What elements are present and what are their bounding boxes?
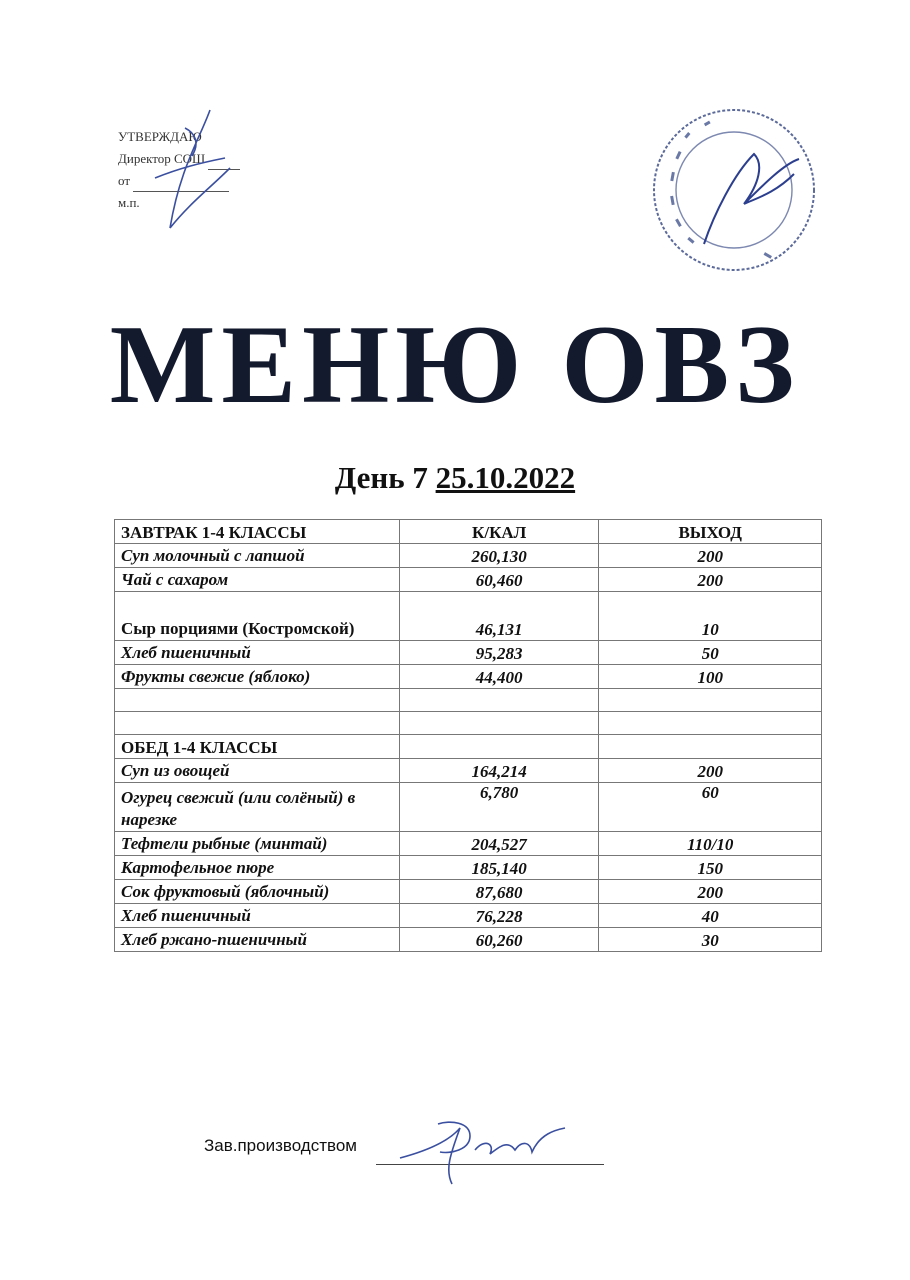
dish-kcal: 185,140 [399,856,599,880]
dish-kcal: 60,260 [399,928,599,952]
dish-output: 150 [599,856,822,880]
dish-output: 200 [599,544,822,568]
header-kcal: К/КАЛ [399,520,599,544]
dish-output: 200 [599,568,822,592]
dish-output: 110/10 [599,832,822,856]
footer-label: Зав.производством [204,1136,357,1155]
dish-name: Хлеб ржано-пшеничный [115,928,400,952]
dish-output: 30 [599,928,822,952]
page-title: МЕНЮ ОВЗ [109,303,801,427]
dish-name: Картофельное пюре [115,856,400,880]
dish-kcal: 46,131 [399,592,599,641]
table-row [115,592,822,641]
dish-output: 60 [599,783,822,832]
dish-name: Суп молочный с лапшой [115,544,400,568]
table-row [115,641,822,665]
footer [204,1136,357,1156]
table-row [115,783,822,832]
approval-director: Директор СОШ [118,148,240,170]
dish-kcal: 204,527 [399,832,599,856]
header-breakfast: ЗАВТРАК 1-4 КЛАССЫ [115,520,400,544]
table-row [115,759,822,783]
table-row [115,544,822,568]
dish-output: 10 [599,592,822,641]
dish-kcal: 260,130 [399,544,599,568]
lunch-header-row [115,735,822,759]
director-signature-icon [140,108,240,238]
table-row [115,856,822,880]
dish-kcal: 87,680 [399,880,599,904]
day-line [0,460,910,496]
dish-name: Хлеб пшеничный [115,641,400,665]
dish-name: Суп из овощей [115,759,400,783]
empty-row [115,689,822,712]
dish-name: Хлеб пшеничный [115,904,400,928]
dish-output: 200 [599,759,822,783]
dish-name: Фрукты свежие (яблоко) [115,665,400,689]
dish-output: 200 [599,880,822,904]
header-output: ВЫХОД [599,520,822,544]
day-label: День 7 [334,460,428,495]
dish-name: Сок фруктовый (яблочный) [115,880,400,904]
dish-name: Сыр порциями (Костромской) [115,592,400,641]
table-row [115,665,822,689]
table-header-row [115,520,822,544]
approval-mp: м.п. [118,195,140,210]
table-row [115,568,822,592]
dish-kcal: 95,283 [399,641,599,665]
table-row [115,928,822,952]
dish-kcal: 76,228 [399,904,599,928]
seal-stamp-icon [644,104,824,284]
table-row [115,832,822,856]
dish-kcal: 60,460 [399,568,599,592]
approval-title: УТВЕРЖДАЮ [118,129,202,144]
dish-kcal: 164,214 [399,759,599,783]
dish-output: 100 [599,665,822,689]
dish-name: Огурец свежий (или солёный) в нарезке [115,783,400,832]
table-row [115,904,822,928]
production-signature-icon [390,1110,580,1190]
dish-kcal: 6,780 [399,783,599,832]
dish-kcal: 44,400 [399,665,599,689]
empty-row [115,712,822,735]
menu-table [114,519,822,952]
lunch-title: ОБЕД 1-4 КЛАССЫ [115,735,400,759]
dish-output: 50 [599,641,822,665]
dish-name: Чай с сахаром [115,568,400,592]
table-row [115,880,822,904]
day-date: 25.10.2022 [435,460,576,495]
approval-from: от [118,170,240,192]
dish-output: 40 [599,904,822,928]
dish-name: Тефтели рыбные (минтай) [115,832,400,856]
